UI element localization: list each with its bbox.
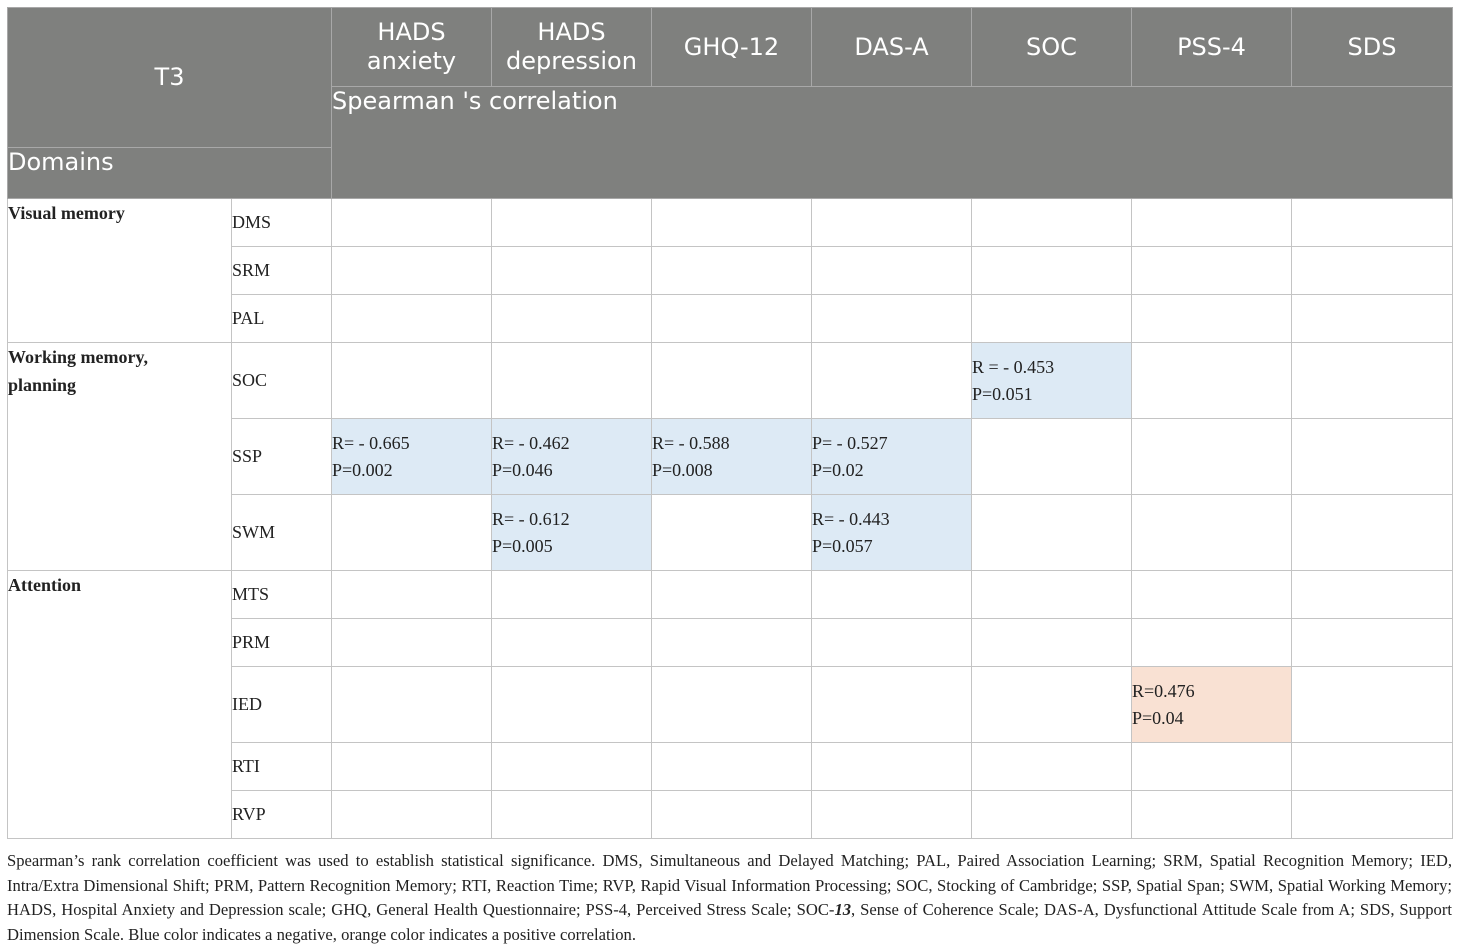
correlation-table	[7, 7, 1453, 839]
column-header-pss4: PSS-4	[1132, 8, 1292, 87]
table-row	[8, 199, 1453, 247]
column-header-das-a: DAS-A	[812, 8, 972, 87]
spearman-label: Spearman 's correlation	[332, 87, 1453, 199]
correlation-cell-swm-hads-depression: R= - 0.612 P=0.005	[492, 495, 652, 571]
test-prm: PRM	[232, 619, 332, 667]
column-header-hads-depression: HADS depression	[492, 8, 652, 87]
test-mts: MTS	[232, 571, 332, 619]
correlation-cell-ssp-hads-anxiety: R= - 0.665 P=0.002	[332, 419, 492, 495]
domain-visual-memory: Visual memory	[8, 199, 232, 343]
test-rvp: RVP	[232, 791, 332, 839]
domain-working-memory-planning: Working memory, planning	[8, 343, 232, 571]
table-row	[8, 571, 1453, 619]
corner-label: T3	[8, 8, 332, 148]
test-swm: SWM	[232, 495, 332, 571]
footnote-text-1: Spearman’s rank correlation coefficient was used to establish statistical significance. DMS, Simultaneous and Delayed Matching; PAL, Paired Association Learning; SRM, Spatial Recognition Memory; IED, Intra/Extra Dimensional Shift; PRM, Pattern Recognition Memory; RTI, Reaction Time; RVP, Rapid Visual Information Processing; SOC, Stocking of Cambridge; SSP, Spatial Span; SWM, Spatial Working Memory; HADS, Hospital Anxiety and Depression scale; GHQ, General Health Questionnaire; PSS-4, Perceived Stress Scale; SOC-	[7, 851, 1452, 920]
column-header-sds: SDS	[1292, 8, 1453, 87]
test-dms: DMS	[232, 199, 332, 247]
correlation-cell-ssp-hads-depression: R= - 0.462 P=0.046	[492, 419, 652, 495]
column-header-hads-anxiety: HADS anxiety	[332, 8, 492, 87]
column-header-ghq12: GHQ-12	[652, 8, 812, 87]
domain-attention: Attention	[8, 571, 232, 839]
correlation-cell-ssp-ghq12: R= - 0.588 P=0.008	[652, 419, 812, 495]
domains-label: Domains	[8, 148, 332, 199]
test-pal: PAL	[232, 295, 332, 343]
footnote-text-3: , Sense of Coherence Scale; DAS-A, Dysfunctional Attitude Scale from A; SDS, Support Dimension Scale. Blue color indicates a negative, orange color indicates a positive correlation.	[7, 900, 1452, 944]
column-header-soc: SOC	[972, 8, 1132, 87]
correlation-cell-ssp-das-a: P= - 0.527 P=0.02	[812, 419, 972, 495]
table-row	[8, 343, 1453, 419]
footnote-text-2: 13	[834, 900, 852, 920]
test-ssp: SSP	[232, 419, 332, 495]
test-soc: SOC	[232, 343, 332, 419]
test-ied: IED	[232, 667, 332, 743]
test-rti: RTI	[232, 743, 332, 791]
correlation-cell-soc-soc: R = - 0.453 P=0.051	[972, 343, 1132, 419]
correlation-cell-ied-pss4: R=0.476 P=0.04	[1132, 667, 1292, 743]
table-footnote	[7, 849, 1452, 947]
correlation-cell-swm-das-a: R= - 0.443 P=0.057	[812, 495, 972, 571]
test-srm: SRM	[232, 247, 332, 295]
